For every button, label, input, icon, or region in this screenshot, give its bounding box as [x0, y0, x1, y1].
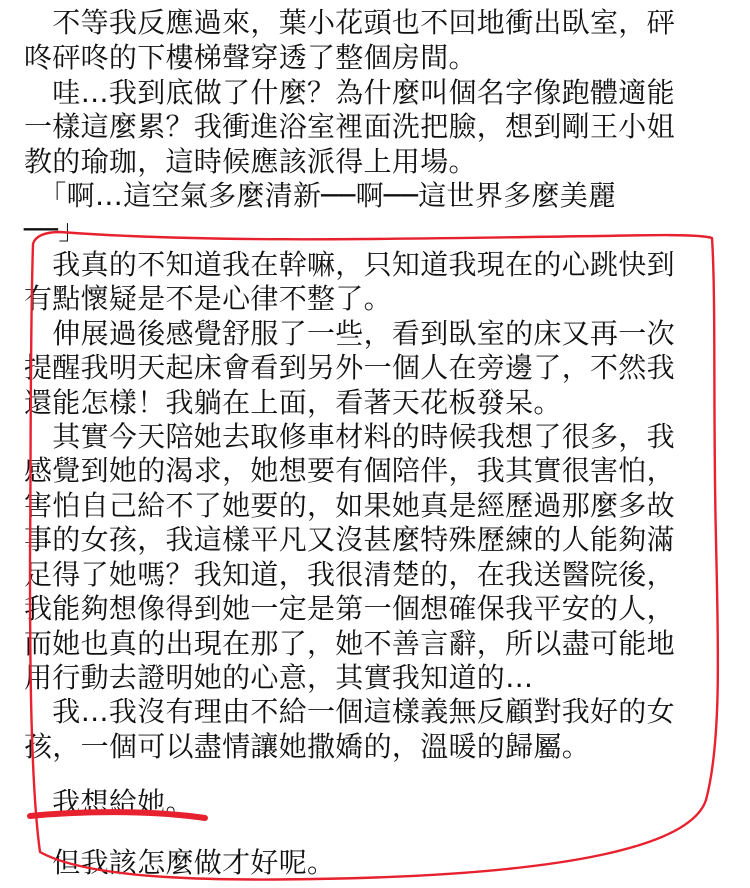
- text-line: 害怕自己給不了她要的，如果她真是經歷過那麼多故: [24, 489, 675, 522]
- text-line: 足得了她嗎？我知道，我很清楚的，在我送醫院後，: [24, 558, 675, 591]
- text-line: 孩，一個可以盡情讓她撒嬌的，溫暖的歸屬。: [24, 730, 591, 763]
- text-line: 我…我沒有理由不給一個這樣義無反顧對我好的女: [24, 695, 675, 728]
- text-line: 我想給她。: [24, 786, 194, 819]
- text-line: 哇…我到底做了什麼？為什麼叫個名字像跑體適能: [24, 76, 675, 109]
- text-line: 伸展過後感覺舒服了一些，看到臥室的床又再一次: [24, 317, 675, 350]
- text-line: 「啊…這空氣多麼清新──啊──這世界多麼美麗: [24, 179, 617, 212]
- text-line: 感覺到她的渴求，她想要有個陪伴，我其實很害怕，: [24, 454, 675, 487]
- text-line: 咚砰咚的下樓梯聲穿透了整個房間。: [24, 41, 477, 74]
- text-line: ──」: [24, 213, 87, 246]
- text-line: 其實今天陪她去取修車材料的時候我想了很多，我: [24, 420, 675, 453]
- text-line: 但我該怎麼做才好呢。: [24, 846, 336, 879]
- text-line: 我能夠想像得到她一定是第一個想確保我平安的人，: [24, 592, 675, 625]
- text-line: 不等我反應過來，葉小花頭也不回地衝出臥室，砰: [24, 6, 675, 39]
- text-line: 一樣這麼累？我衝進浴室裡面洗把臉，想到剛王小姐: [24, 110, 675, 143]
- text-line: 事的女孩，我這樣平凡又沒甚麼特殊歷練的人能夠滿: [24, 523, 675, 556]
- text-line: 還能怎樣！我躺在上面，看著天花板發呆。: [24, 386, 562, 419]
- text-line: 用行動去證明她的心意，其實我知道的…: [24, 661, 534, 694]
- text-line: 而她也真的出現在那了，她不善言辭，所以盡可能地: [24, 627, 675, 660]
- text-line: 提醒我明天起床會看到另外一個人在旁邊了，不然我: [24, 351, 675, 384]
- text-line: 我真的不知道我在幹嘛，只知道我現在的心跳快到: [24, 248, 675, 281]
- text-line: 教的瑜珈，這時候應該派得上用場。: [24, 145, 477, 178]
- text-line: 有點懷疑是不是心律不整了。: [24, 282, 392, 315]
